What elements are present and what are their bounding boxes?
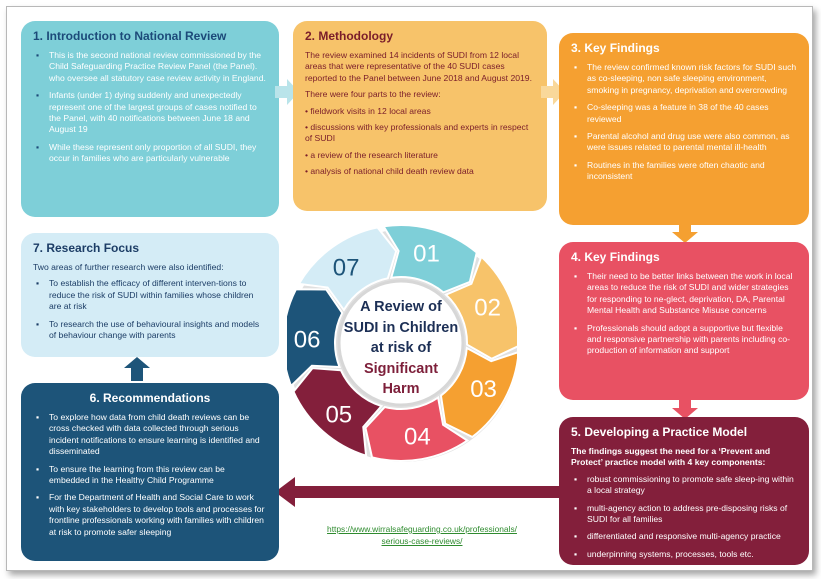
list-item: ▪ To ensure the learning from this review can be embedded in the Healthy Child Programme xyxy=(33,464,267,487)
list-item: ▪ robust commissioning to promote safe sleep-ing within a local strategy xyxy=(571,474,797,497)
review-title xyxy=(338,297,464,400)
recommendations-title: 6. Recommendations xyxy=(89,391,211,405)
arrow-down-icon xyxy=(672,223,698,243)
introduction-list xyxy=(33,50,267,165)
arrow-left-icon xyxy=(275,477,561,507)
methodology-title: 2. Methodology xyxy=(305,29,393,43)
key-findings-list-2 xyxy=(571,271,797,357)
list-item: • analysis of national child death review data xyxy=(305,166,474,177)
list-item: ▪ To explore how data from child death reviews can be cross checked with data collected through serious incident notifications to ensure learning is identified and disseminated xyxy=(33,412,267,458)
methodology-intro: The review examined 14 incidents of SUDI from 12 local areas that were representative of the 40 SUDI cases reported to the Panel between June 2018 and August 2019. xyxy=(305,49,532,83)
research-focus-list xyxy=(33,278,267,341)
research-focus-intro: Two areas of further research were also identified: xyxy=(33,261,224,272)
wheel-segment-number: 03 xyxy=(470,375,497,403)
list-item: ▪ Their need to be better links between the work in local areas to reduce the risk of SUDI and wider strategies for responding to ne-glect, deprivation, DA, Parental Mental Health and Substance Misuse concerns xyxy=(571,271,797,317)
list-item: ▪ Parental alcohol and drug use were also common, as were issues related to parental mental ill-health xyxy=(571,131,797,154)
wheel-segment-number: 07 xyxy=(332,254,360,282)
list-item: ▪ Professionals should adopt a supportive but flexible and responsive partnership with parents including co-production of information and support xyxy=(571,323,797,357)
wheel-segment-number: 05 xyxy=(325,401,353,429)
key-findings-title-2: 4. Key Findings xyxy=(571,250,660,264)
link-line[interactable]: serious-case-reviews/ xyxy=(381,536,463,547)
key-findings-title-1: 3. Key Findings xyxy=(571,41,660,55)
list-item: ▪ This is the second national review commissioned by the Child Safeguarding Practice Review Panel (the Panel). who oversee all statutory case review activity in England. xyxy=(33,50,267,84)
methodology-lead: There were four parts to the review: xyxy=(305,89,441,100)
research-focus-panel xyxy=(21,233,279,357)
infographic-page xyxy=(6,6,813,571)
practice-model-title: 5. Developing a Practice Model xyxy=(571,425,748,439)
arrow-up-icon xyxy=(124,357,150,381)
wheel-segment-number: 04 xyxy=(403,423,431,451)
list-item: ▪ multi-agency action to address pre-disposing risks of SUDI for all families xyxy=(571,503,797,526)
list-item: ▪ Routines in the families were often chaotic and inconsistent xyxy=(571,160,797,183)
wheel-segment-number: 06 xyxy=(293,326,321,354)
list-item: ▪ To establish the efficacy of different interven-tions to reduce the risk of SUDI within families whose children are at risk xyxy=(33,278,267,312)
key-findings-panel-2 xyxy=(559,242,809,400)
list-item: ▪ For the Department of Health and Social Care to work with key stakeholders to develop tools and processes for frontline professionals working with families with children at risk to promote safer sleeping xyxy=(33,492,267,538)
review-title-line: SUDI in Children xyxy=(343,319,459,336)
arrow-down-icon xyxy=(672,399,698,419)
list-item: • discussions with key professionals and experts in respect of SUDI xyxy=(305,122,529,144)
list-item: ▪ Co-sleeping was a feature in 38 of the 40 cases reviewed xyxy=(571,102,797,125)
list-item: ▪ The review confirmed known risk factors for SUDI such as co-sleeping, non safe sleeping environment, smoking in pregnancy, deprivation and overcrowding xyxy=(571,62,797,96)
introduction-title: 1. Introduction to National Review xyxy=(33,29,227,43)
introduction-panel xyxy=(21,21,279,217)
wheel-segment-number: 01 xyxy=(413,240,440,268)
list-item: ▪ underpinning systems, processes, tools etc. xyxy=(571,549,797,560)
list-item: ▪ To research the use of behavioural insights and models of behaviour change with parents xyxy=(33,319,267,342)
key-findings-list-1 xyxy=(571,62,797,183)
list-item: ▪ While these represent only proportion of all SUDI, they occur in families who are particularly vulnerable xyxy=(33,142,267,165)
recommendations-list xyxy=(33,412,267,538)
methodology-panel xyxy=(293,21,547,211)
recommendations-panel xyxy=(21,383,279,561)
research-focus-title: 7. Research Focus xyxy=(33,241,140,255)
review-title-accent: Significant xyxy=(363,360,439,377)
practice-model-intro: The findings suggest the need for a ‘Prevent and Protect’ practice model with 4 key components: xyxy=(571,445,771,468)
link-line[interactable]: https://www.wirralsafeguarding.co.uk/professionals/ xyxy=(327,524,517,534)
list-item: ▪ Infants (under 1) dying suddenly and unexpectedly represent one of the largest groups of cases notified to the Panel, with 40 notifications between June 18 and August 19 xyxy=(33,90,267,136)
list-item: • fieldwork visits in 12 local areas xyxy=(305,105,431,116)
list-item: • a review of the research literature xyxy=(305,149,438,160)
review-title-line: A Review of xyxy=(360,299,442,315)
safeguarding-link[interactable] xyxy=(291,523,553,547)
key-findings-panel-1 xyxy=(559,33,809,225)
review-title-accent: Harm xyxy=(382,381,420,398)
review-title-line: at risk of xyxy=(370,340,432,357)
wheel-segment-number: 02 xyxy=(474,294,501,322)
list-item: ▪ differentiated and responsive multi-agency practice xyxy=(571,531,797,542)
practice-model-panel xyxy=(559,417,809,565)
practice-model-list xyxy=(571,474,797,561)
